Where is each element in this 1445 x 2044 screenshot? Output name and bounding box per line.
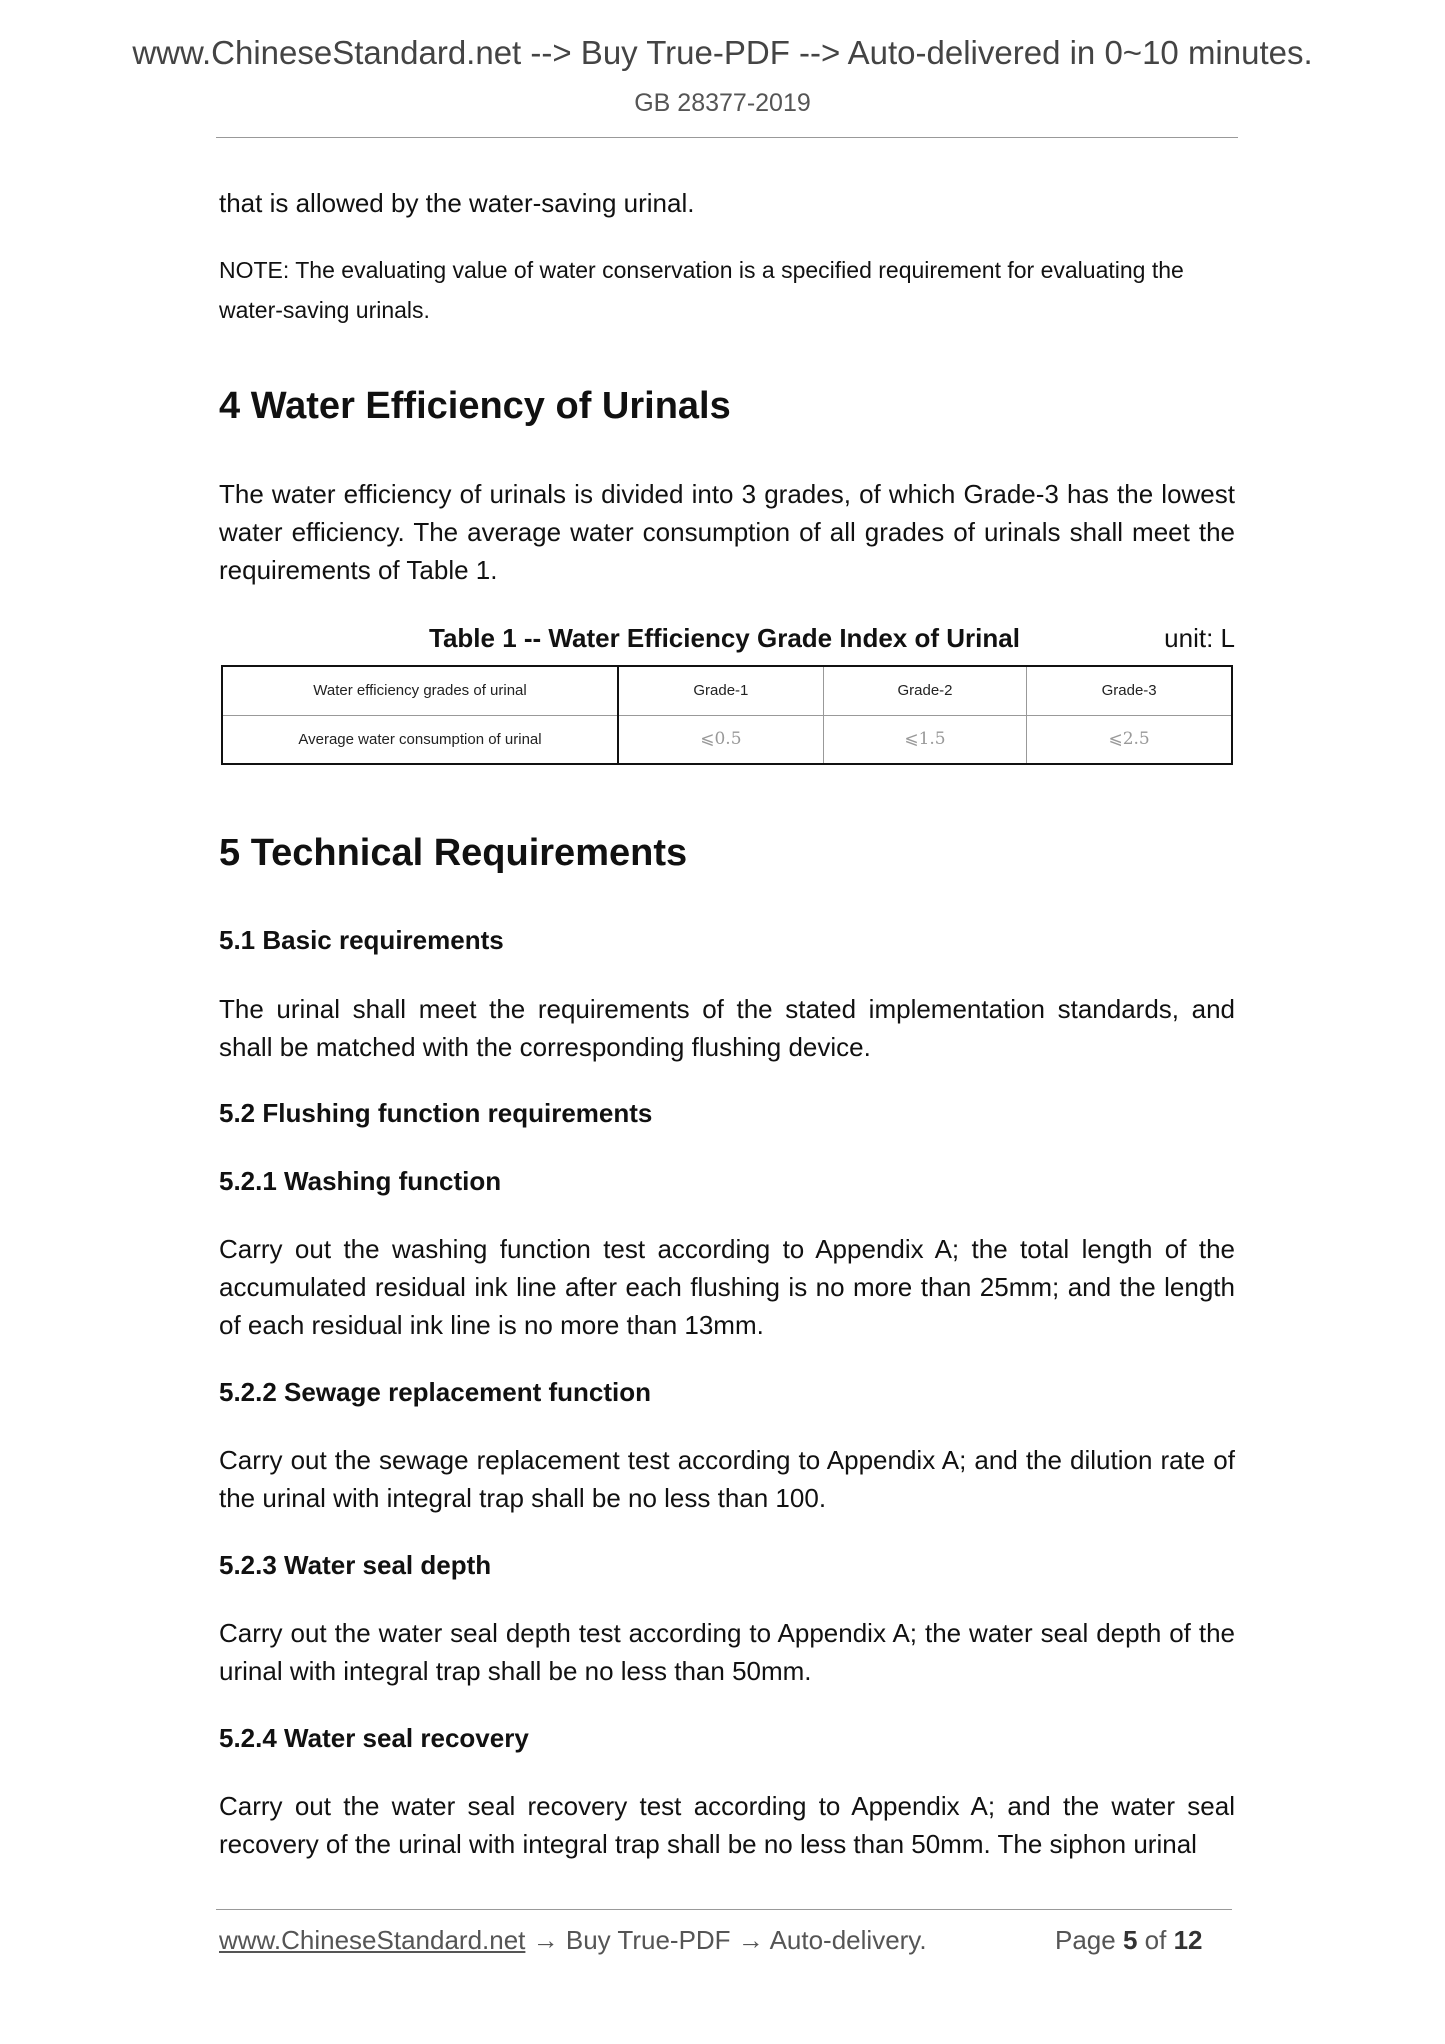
table-1-title: Table 1 -- Water Efficiency Grade Index of Urinal	[429, 623, 1020, 653]
footer-link[interactable]: www.ChineseStandard.net	[219, 1925, 526, 1955]
note-paragraph: NOTE: The evaluating value of water conservation is a specified requirement for evaluating the water-saving urinals.	[219, 257, 1184, 323]
grade-1-value: ⩽0.5	[618, 715, 823, 764]
section-5-2-3-paragraph: Carry out the water seal depth test according to Appendix A; the water seal depth of the urinal with integral trap shall be no less than 50mm.	[219, 1618, 1235, 1686]
paragraph-continuation: that is allowed by the water-saving urinal.	[219, 188, 695, 218]
grade-2-value: ⩽1.5	[823, 715, 1026, 764]
section-4-heading: 4 Water Efficiency of Urinals	[219, 385, 731, 427]
section-5-2-1-paragraph: Carry out the washing function test according to Appendix A; the total length of the accumulated residual ink line after each flushing is no more than 25mm; and the length of each residual ink line is no more than 13mm.	[219, 1234, 1235, 1340]
header-banner: www.ChineseStandard.net --> Buy True-PDF --> Auto-delivered in 0~10 minutes.	[132, 34, 1313, 71]
page-current: 5	[1122, 1925, 1138, 1955]
grade-2-header: Grade-2	[823, 666, 1026, 715]
section-5-2-heading: 5.2 Flushing function requirements	[219, 1098, 653, 1128]
section-4-paragraph: The water efficiency of urinals is divided into 3 grades, of which Grade-3 has the lowest water efficiency. The average water consumption of all grades of urinals shall meet the requirements of Table 1.	[219, 479, 1235, 585]
section-5-2-2-heading: 5.2.2 Sewage replacement function	[219, 1377, 652, 1407]
footer-divider	[216, 1909, 1232, 1910]
header-divider	[216, 137, 1238, 138]
section-5-2-4-paragraph: Carry out the water seal recovery test according to Appendix A; and the water seal recovery of the urinal with integral trap shall be no less than 50mm. The siphon urinal	[219, 1791, 1235, 1859]
row-header-grades: Water efficiency grades of urinal	[222, 666, 618, 715]
section-5-1-heading: 5.1 Basic requirements	[219, 925, 504, 955]
standard-number: GB 28377-2019	[634, 89, 811, 117]
section-5-2-4-heading: 5.2.4 Water seal recovery	[219, 1723, 529, 1753]
page-label: Page	[1055, 1925, 1116, 1955]
row-header-consumption: Average water consumption of urinal	[222, 715, 618, 764]
grade-3-value: ⩽2.5	[1027, 715, 1232, 764]
table-1-unit: unit: L	[1164, 623, 1235, 653]
section-5-2-1-heading: 5.2.1 Washing function	[219, 1166, 502, 1196]
footer-tagline: → Buy True-PDF → Auto-delivery.	[525, 1925, 927, 1955]
page-of: of	[1144, 1925, 1167, 1955]
grade-3-header: Grade-3	[1027, 666, 1232, 715]
table-row	[222, 666, 1232, 715]
water-efficiency-table	[221, 665, 1233, 765]
table-row	[222, 715, 1232, 764]
section-5-1-paragraph: The urinal shall meet the requirements of the stated implementation standards, and shall be matched with the corresponding flushing device.	[219, 994, 1235, 1062]
grade-1-header: Grade-1	[618, 666, 823, 715]
page-indicator	[1055, 1925, 1203, 1956]
footer-text	[219, 1925, 927, 1956]
section-5-2-3-heading: 5.2.3 Water seal depth	[219, 1550, 492, 1580]
page-total: 12	[1173, 1925, 1203, 1955]
section-5-2-2-paragraph: Carry out the sewage replacement test according to Appendix A; and the dilution rate of the urinal with integral trap shall be no less than 100.	[219, 1445, 1235, 1513]
section-5-heading: 5 Technical Requirements	[219, 832, 688, 874]
